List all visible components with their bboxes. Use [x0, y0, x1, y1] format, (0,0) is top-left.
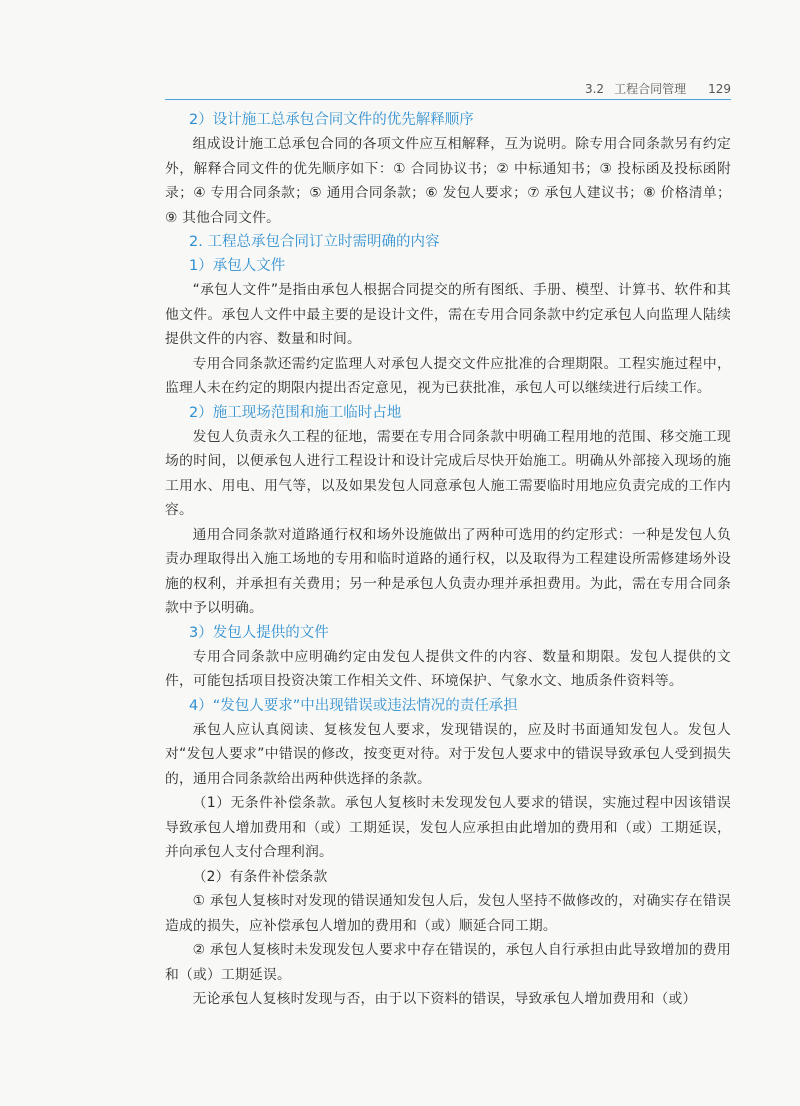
paragraph-approval-period: 专用合同条款还需约定监理人对承包人提交文件应批准的合理期限。工程实施过程中，监理人未在约定的期限内提出否定意见，视为已获批准，承包人可以继续进行后续工作。: [165, 355, 731, 396]
heading-contractor-documents: 1）承包人文件: [189, 258, 286, 274]
paragraph-road-access: 通用合同条款对道路通行权和场外设施做出了两种可选用的约定形式：一种是发包人负责办理取得出入施工场地的专用和临时道路的通行权，以及取得为工程建设所需修建场外设施的权利，并承担有关费用；另一种是承包人负责办理并承担费用。为此，需在专用合同条款中予以明确。: [165, 526, 731, 616]
paragraph-conditional-compensation-title: （2）有条件补偿条款: [192, 868, 328, 885]
heading-employer-documents: 3）发包人提供的文件: [189, 624, 329, 641]
paragraph-contractor-documents: “承包人文件”是指由承包人根据合同提交的所有图纸、手册、模型、计算书、软件和其他文件。承包人文件中最主要的是设计文件，需在专用合同条款中约定承包人向监理人陆续提供文件的内容、数量和时间。: [165, 282, 731, 347]
running-header: [585, 80, 731, 97]
paragraph-continuation: 无论承包人复核时发现与否，由于以下资料的错误，导致承包人增加费用和（或）: [192, 991, 697, 1007]
heading-contract-contents: 2. 工程总承包合同订立时需明确的内容: [189, 234, 440, 250]
heading-site-scope: 2）施工现场范围和施工临时占地: [189, 404, 402, 421]
paragraph-conditional-item-1: ① 承包人复核时对发现的错误通知发包人后，发包人坚持不做修改的，对确实存在错误造成的损失，应补偿承包人增加的费用和（或）顺延合同工期。: [165, 893, 731, 934]
header-chapter-title: 工程合同管理: [614, 82, 687, 96]
heading-priority-order: 2）设计施工总承包合同文件的优先解释顺序: [189, 112, 474, 128]
page-body: [165, 108, 731, 1012]
header-rule: [165, 99, 731, 100]
page-number: 129: [708, 82, 731, 96]
paragraph-conditional-item-2: ② 承包人复核时未发现发包人要求中存在错误的，承包人自行承担由此导致增加的费用和（或）工期延误。: [165, 942, 731, 983]
paragraph-priority-order: 组成设计施工总承包合同的各项文件应互相解释，互为说明。除专用合同条款另有约定外，解释合同文件的优先顺序如下：① 合同协议书；② 中标通知书；③ 投标函及投标函附录；④ 专用合同条款；⑤ 通用合同条款；⑥ 发包人要求；⑦ 承包人建议书；⑧ 价格清单；⑨ 其他合同文件。: [165, 136, 731, 226]
paragraph-review-requirements: 承包人应认真阅读、复核发包人要求，发现错误的，应及时书面通知发包人。发包人对“发包人要求”中错误的修改，按变更对待。对于发包人要求中的错误导致承包人受到损失的，通用合同条款给出两种供选择的条款。: [165, 721, 731, 787]
paragraph-employer-documents: 专用合同条款中应明确约定由发包人提供文件的内容、数量和期限。发包人提供的文件，可能包括项目投资决策工作相关文件、环境保护、气象水文、地质条件资料等。: [165, 648, 731, 689]
page-header: [165, 80, 731, 98]
paragraph-unconditional-compensation: （1）无条件补偿条款。承包人复核时未发现发包人要求的错误，实施过程中因该错误导致承包人增加费用和（或）工期延误，发包人应承担由此增加的费用和（或）工期延误，并向承包人支付合理利润。: [165, 795, 731, 860]
heading-requirement-errors: 4）“发包人要求”中出现错误或违法情况的责任承担: [189, 697, 518, 714]
paragraph-land-acquisition: 发包人负责永久工程的征地，需要在专用合同条款中明确工程用地的范围、移交施工现场的时间，以便承包人进行工程设计和设计完成后尽快开始施工。明确从外部接入现场的施工用水、用电、用气等，以及如果发包人同意承包人施工需要临时用地应负责完成的工作内容。: [165, 428, 731, 518]
header-section-number: 3.2: [584, 82, 605, 96]
